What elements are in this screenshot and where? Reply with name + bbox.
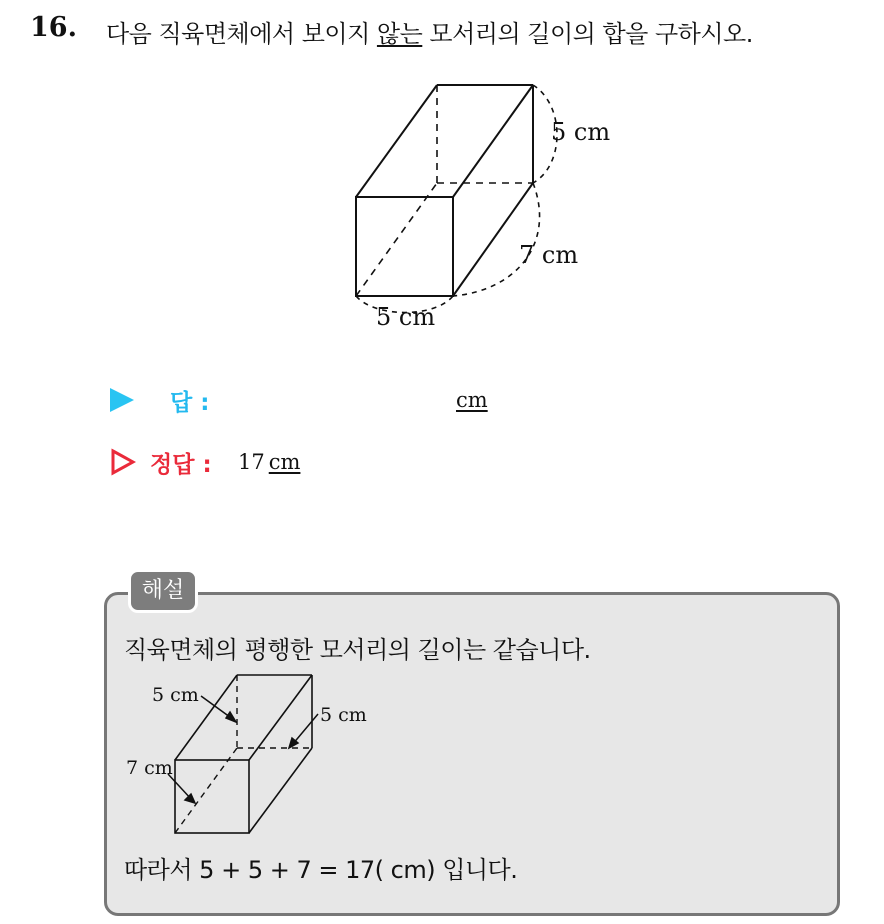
explanation-line1: 직육면체의 평행한 모서리의 길이는 같습니다. (124, 636, 591, 664)
exp-left-label: 7 cm (126, 757, 173, 779)
question-text-underlined: 않는 (376, 20, 423, 48)
cuboid-figure (340, 75, 630, 335)
play-outline-icon (110, 448, 136, 476)
correct-label: 정답 : (150, 452, 212, 478)
arrowhead-top-left (226, 712, 236, 722)
exp-front-face (175, 760, 249, 833)
explanation-tag: 해설 (128, 569, 198, 613)
correct-value (238, 450, 300, 474)
answer-row (110, 382, 530, 418)
height-label: 5 cm (551, 118, 611, 146)
play-solid-icon (110, 388, 134, 412)
exp-top-left-label: 5 cm (152, 684, 199, 706)
question-text (106, 14, 753, 49)
width-label: 5 cm (376, 303, 436, 331)
explanation-line2: 따라서 5 + 5 + 7 = 17( cm) 입니다. (124, 856, 518, 884)
question-text-before: 다음 직육면체에서 보이지 (106, 20, 377, 48)
exp-right-label: 5 cm (320, 704, 367, 726)
arrowhead-left (185, 794, 195, 803)
depth-label: 7 cm (519, 241, 579, 269)
answer-label: 답 : (170, 390, 210, 416)
exp-edge-bottom-right (249, 748, 312, 833)
correct-answer-row (110, 444, 530, 480)
exp-edge-top-right (249, 675, 312, 760)
edge-bottom-right (453, 183, 533, 296)
hidden-edge-depth (356, 183, 437, 296)
question-number: 16. (30, 12, 77, 43)
question-text-after: 모서리의 길이의 합을 구하시오. (422, 20, 753, 48)
front-face (356, 197, 453, 296)
answer-unit: cm (456, 388, 488, 412)
correct-number: 17 (238, 450, 265, 474)
correct-unit: cm (268, 450, 301, 474)
edge-top-right (453, 85, 533, 197)
edge-top-left (356, 85, 437, 197)
